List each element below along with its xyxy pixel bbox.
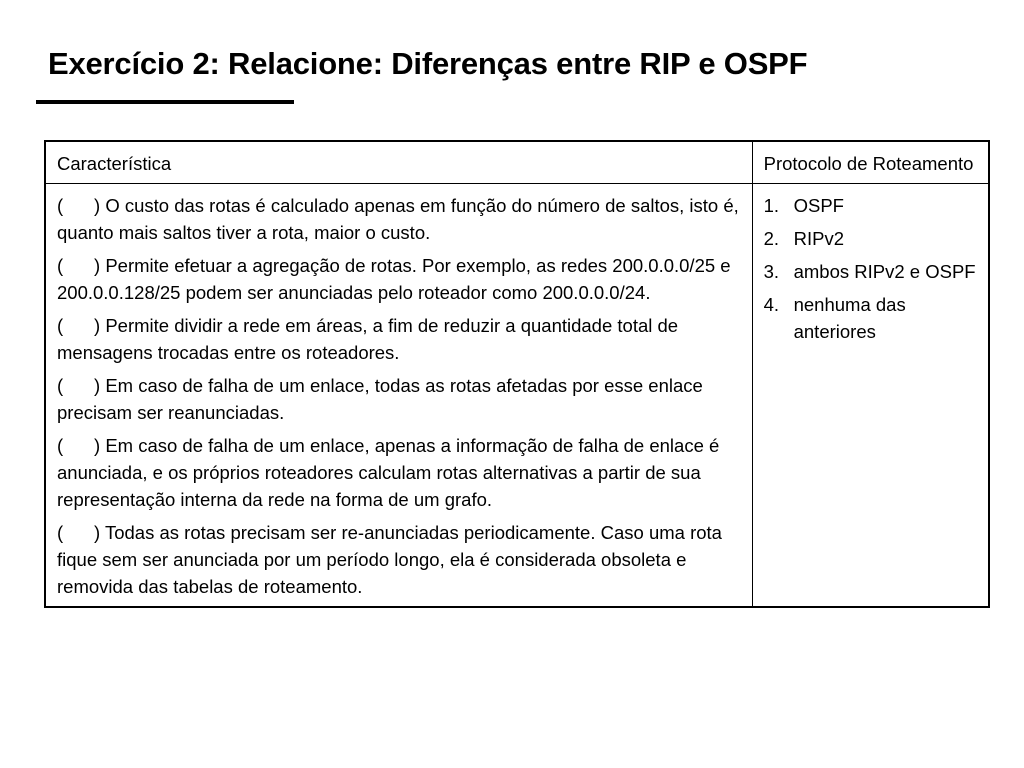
table-header-row — [45, 141, 989, 184]
characteristic-item — [57, 372, 742, 426]
header-characteristic — [45, 141, 752, 184]
answer-blank: ( ) — [57, 255, 101, 276]
protocol-option — [764, 225, 978, 252]
characteristic-item — [57, 432, 742, 513]
protocols-cell — [752, 184, 989, 608]
characteristic-text: Todas as rotas precisam ser re-anunciadas periodicamente. Caso uma rota fique sem ser anunciada por um período longo, ela é considerada obsoleta e removida das tabelas de roteamento. — [57, 522, 722, 597]
protocol-number: 1. — [763, 195, 780, 216]
answer-blank: ( ) — [57, 315, 101, 336]
slide-title: Exercício 2: Relacione: Diferenças entre RIP e OSPF — [48, 46, 808, 81]
protocol-option — [764, 258, 978, 285]
protocol-number: 2. — [763, 228, 780, 249]
protocol-number: 3. — [763, 261, 780, 282]
protocol-number: 4. — [763, 294, 780, 315]
characteristic-text: Em caso de falha de um enlace, todas as rotas afetadas por esse enlace precisam ser reanunciadas. — [57, 375, 703, 423]
characteristic-text: Permite efetuar a agregação de rotas. Por exemplo, as redes 200.0.0.0/25 e 200.0.0.128/25 podem ser anunciadas pelo roteador como 200.0.0.0/24. — [57, 255, 731, 303]
header-protocol — [752, 141, 989, 184]
protocol-option — [764, 192, 978, 219]
answer-blank: ( ) — [57, 522, 101, 543]
protocol-option — [764, 291, 978, 345]
header-protocol-label: Protocolo de Roteamento — [763, 153, 974, 174]
characteristic-item — [57, 192, 742, 246]
characteristic-item — [57, 312, 742, 366]
protocol-list — [764, 192, 978, 345]
protocol-label: ambos RIPv2 e OSPF — [793, 261, 976, 282]
protocol-label: nenhuma das anteriores — [793, 294, 906, 342]
characteristic-text: Permite dividir a rede em áreas, a fim de reduzir a quantidade total de mensagens trocadas entre os roteadores. — [57, 315, 679, 363]
characteristic-item — [57, 519, 742, 600]
protocol-label: RIPv2 — [793, 228, 844, 249]
protocol-label: OSPF — [793, 195, 844, 216]
answer-blank: ( ) — [57, 435, 101, 456]
characteristic-text: Em caso de falha de um enlace, apenas a informação de falha de enlace é anunciada, e os próprios roteadores calculam rotas alternativas a partir de sua representação interna da rede na forma de um grafo. — [57, 435, 720, 510]
answer-blank: ( ) — [57, 375, 101, 396]
table-body-row — [45, 184, 989, 608]
matching-table — [44, 140, 990, 608]
characteristic-text: O custo das rotas é calculado apenas em função do número de saltos, isto é, quanto mais saltos tiver a rota, maior o custo. — [57, 195, 739, 243]
header-characteristic-label: Característica — [57, 153, 172, 174]
title-underline — [36, 100, 294, 104]
characteristics-cell — [45, 184, 752, 608]
characteristic-item — [57, 252, 742, 306]
answer-blank: ( ) — [57, 195, 101, 216]
